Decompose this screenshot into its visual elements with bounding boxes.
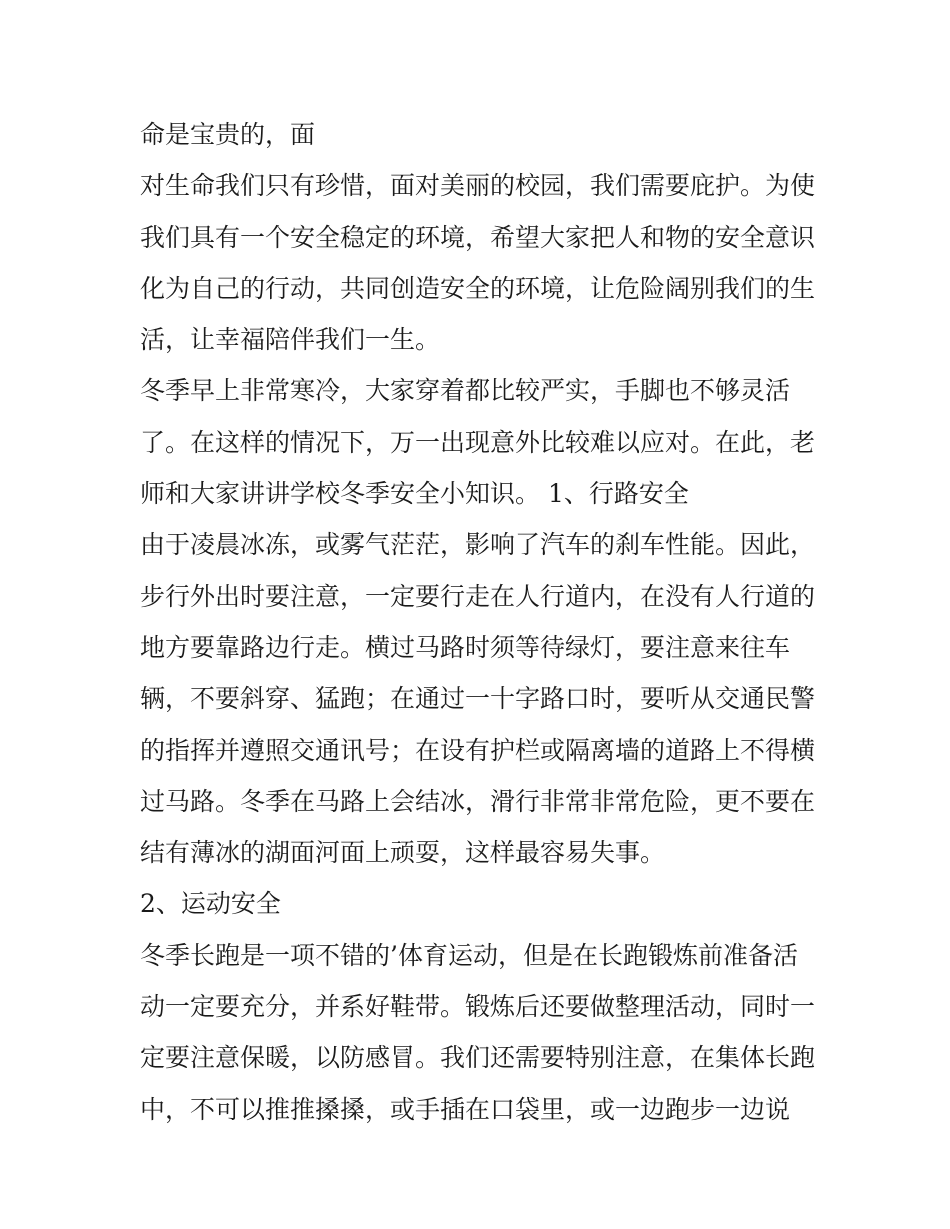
text-line: 命是宝贵的，面 xyxy=(140,120,316,149)
text-line: 中，不可以推推搡搡，或手插在口袋里，或一边跑步一边说 xyxy=(140,1094,791,1124)
text-line: 活，让幸福陪伴我们一生。 xyxy=(140,325,441,355)
text-line: 化为自己的行动，共同创造安全的环境，让危险阔别我们的生 xyxy=(140,273,816,303)
text-line: 的指挥并遵照交通讯号；在设有护栏或隔离墙的道路上不得横 xyxy=(140,735,816,765)
text-line: 我们具有一个安全稳定的环境，希望大家把人和物的安全意识 xyxy=(140,222,816,252)
text-line: 对生命我们只有珍惜，面对美丽的校园，我们需要庇护。为使 xyxy=(140,171,816,201)
text-line: 步行外出时要注意，一定要行走在人行道内，在没有人行道的 xyxy=(140,581,816,611)
text-line: 辆，不要斜穿、猛跑；在通过一十字路口时，要听从交通民警 xyxy=(140,684,816,714)
text-line: 冬季早上非常寒冷，大家穿着都比较严实，手脚也不够灵活 xyxy=(140,376,791,406)
text-line: 地方要靠路边行走。横过马路时须等待绿灯，要注意来往车 xyxy=(140,632,791,662)
text-line: 过马路。冬季在马路上会结冰，滑行非常非常危险，更不要在 xyxy=(140,786,816,816)
text-line: 冬季长跑是一项不错的’体育运动，但是在长跑锻炼前准备活 xyxy=(140,940,798,970)
section-heading: 2、运动安全 xyxy=(140,889,281,919)
document-body xyxy=(140,109,820,1135)
text-line: 动一定要充分，并系好鞋带。锻炼后还要做整理活动，同时一 xyxy=(140,992,816,1022)
text-line: 了。在这样的情况下，万一出现意外比较难以应对。在此，老 xyxy=(140,427,816,457)
text-line: 由于凌晨冰冻，或雾气茫茫，影响了汽车的刹车性能。因此， xyxy=(140,530,816,560)
text-line: 师和大家讲讲学校冬季安全小知识。 1、行路安全 xyxy=(140,479,689,509)
text-line: 定要注意保暖，以防感冒。我们还需要特别注意，在集体长跑 xyxy=(140,1043,816,1073)
text-line: 结有薄冰的湖面河面上顽耍，这样最容易失事。 xyxy=(140,838,666,868)
